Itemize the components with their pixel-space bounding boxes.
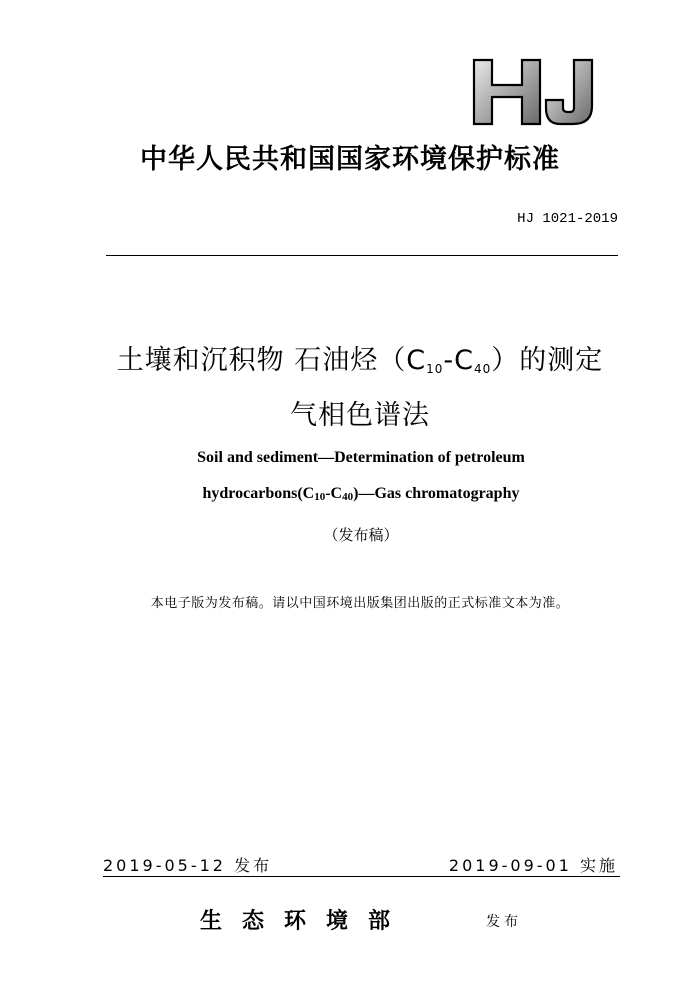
implementation-date: 2019-09-01 实施 (448, 856, 618, 875)
publisher-name: 生态环境部 (200, 908, 411, 934)
standard-organization: 中华人民共和国国家环境保护标准 (140, 144, 560, 175)
title-english-line2: hydrocarbons(C10-C40)—Gas chromatography (202, 485, 520, 503)
hj-logo (470, 58, 598, 126)
standard-number: HJ 1021-2019 (517, 211, 618, 227)
header-divider (106, 255, 618, 256)
title-chinese-line1: 土壤和沉积物 石油烃$(C_{10}-C_{40})$的测定 (116, 345, 604, 376)
hj-logo-graphic (470, 58, 598, 126)
draft-label: （发布稿） (323, 526, 399, 544)
title-english-line1: Soil and sediment—Determination of petroleum (197, 449, 525, 466)
title-chinese-line2: 气相色谱法 (290, 400, 430, 431)
edition-notice: 本电子版为发布稿。请以中国环境出版集团出版的正式标准文本为准。 (150, 596, 570, 611)
publisher-suffix: 发布 (486, 914, 522, 930)
issue-date: 2019-05-12 发布 (103, 856, 273, 875)
footer-divider (103, 876, 620, 877)
